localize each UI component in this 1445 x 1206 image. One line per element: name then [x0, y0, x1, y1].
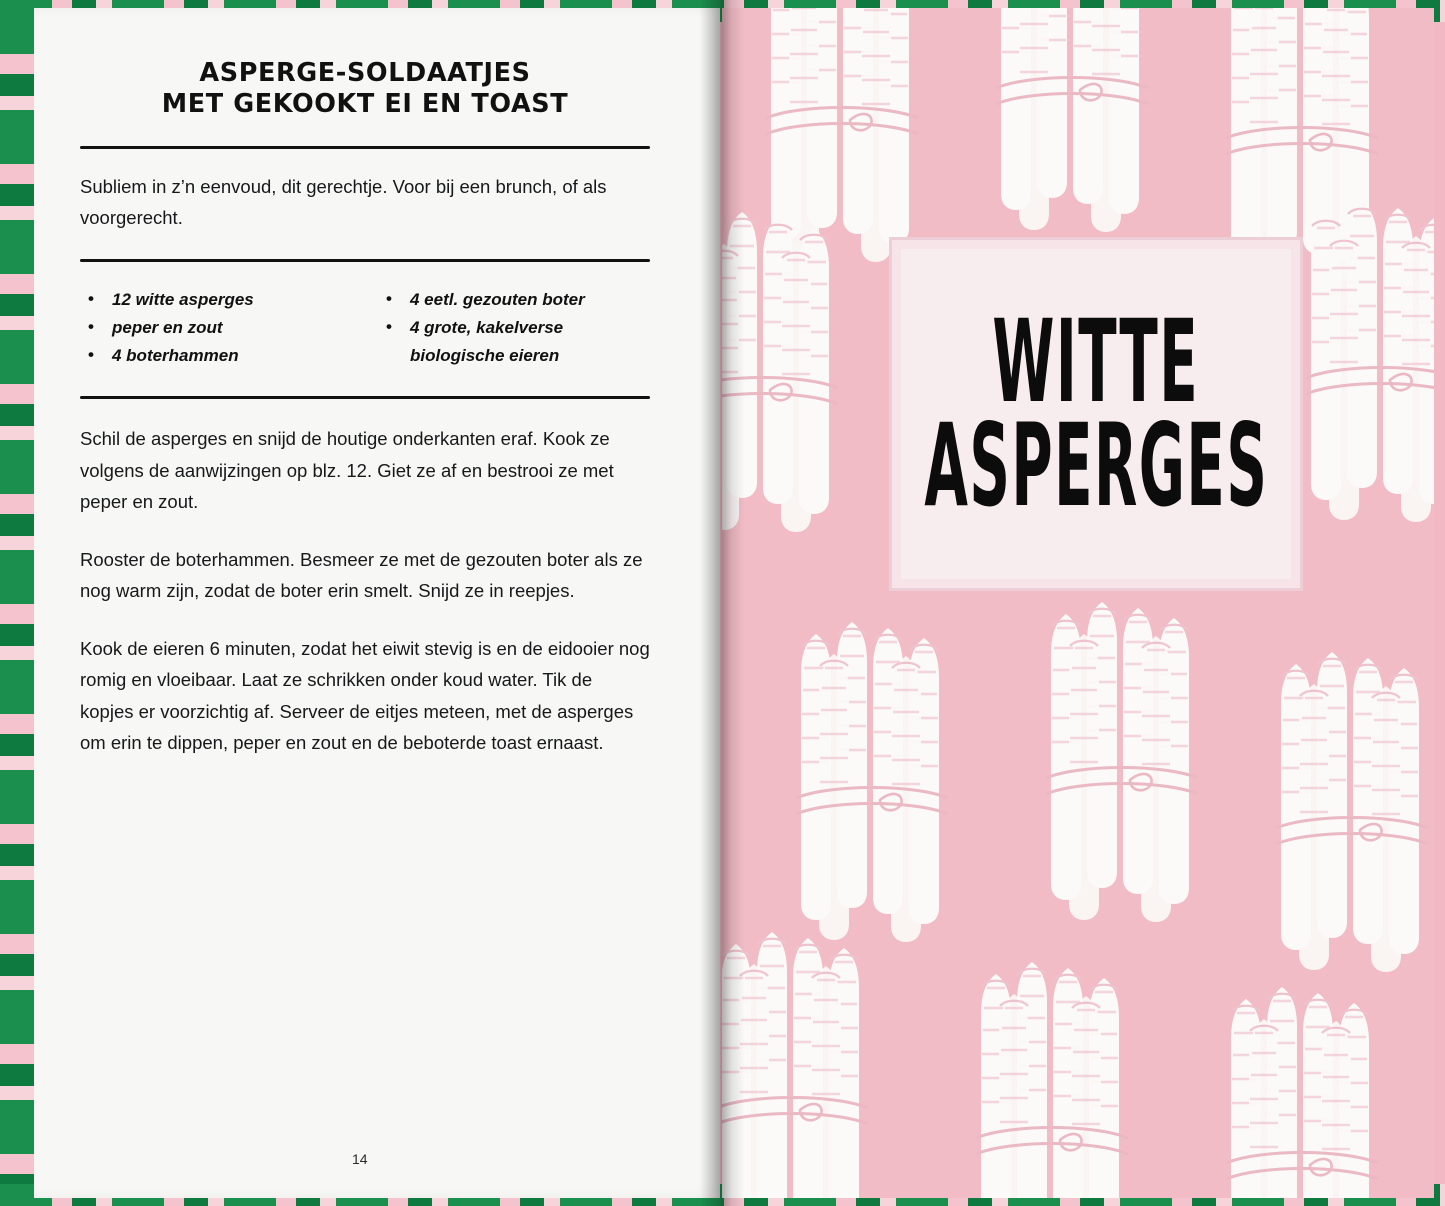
ingredient-item: • 4 grote, kakelverse biologische eieren [378, 314, 650, 370]
right-page [722, 8, 1434, 1198]
page-number: 14 [352, 1151, 368, 1167]
ingredient-item: • 4 eetl. gezouten boter [378, 286, 650, 314]
ingredients-list [80, 286, 650, 370]
left-page-content [80, 58, 650, 759]
recipe-step: Schil de asperges en snijd de houtige onderkanten eraf. Kook ze volgens de aanwijzingen op blz. 12. Giet ze af en bestrooi ze met peper en zout. [80, 428, 614, 512]
recipe-title-line-2: MET GEKOOKT EI EN TOAST [161, 89, 569, 119]
divider-top [80, 146, 650, 149]
ingredient-item: • 12 witte asperges [80, 286, 352, 314]
chapter-title-frame [892, 240, 1300, 588]
ingredient-item: • 4 boterhammen [80, 342, 352, 370]
divider-middle [80, 259, 650, 262]
recipe-title-line-1: ASPERGE-SOLDAATJES [199, 58, 531, 88]
ingredients-column-left [80, 286, 352, 370]
recipe-step: Rooster de boterhammen. Besmeer ze met de gezouten boter als ze nog warm zijn, zodat de boter erin smelt. Snijd ze in reepjes. [80, 548, 643, 601]
recipe-intro: Subliem in z’n eenvoud, dit gerechtje. Voor bij een brunch, of als voorgerecht. [80, 176, 607, 228]
chapter-title-line-1: WITTE [992, 294, 1200, 429]
recipe-steps [80, 423, 650, 759]
cover-edge-left [0, 0, 34, 1206]
recipe-step: Kook de eieren 6 minuten, zodat het eiwit stevig is en de eidooier nog romig en vloeibaar. Laat ze schrikken onder koud water. Tik de kopjes er voorzichtig af. Serveer de eitjes meteen, met de asperges om erin te dippen, peper en zout en de beboterde toast ernaast. [80, 637, 650, 753]
ingredients-column-right [378, 286, 650, 370]
chapter-title-line-2: ASPERGES [924, 398, 1268, 533]
ingredient-item: • peper en zout [80, 314, 352, 342]
recipe-title [80, 58, 650, 120]
divider-bottom [80, 396, 650, 399]
left-page [34, 8, 720, 1198]
asparagus-illustration [722, 8, 1434, 1198]
